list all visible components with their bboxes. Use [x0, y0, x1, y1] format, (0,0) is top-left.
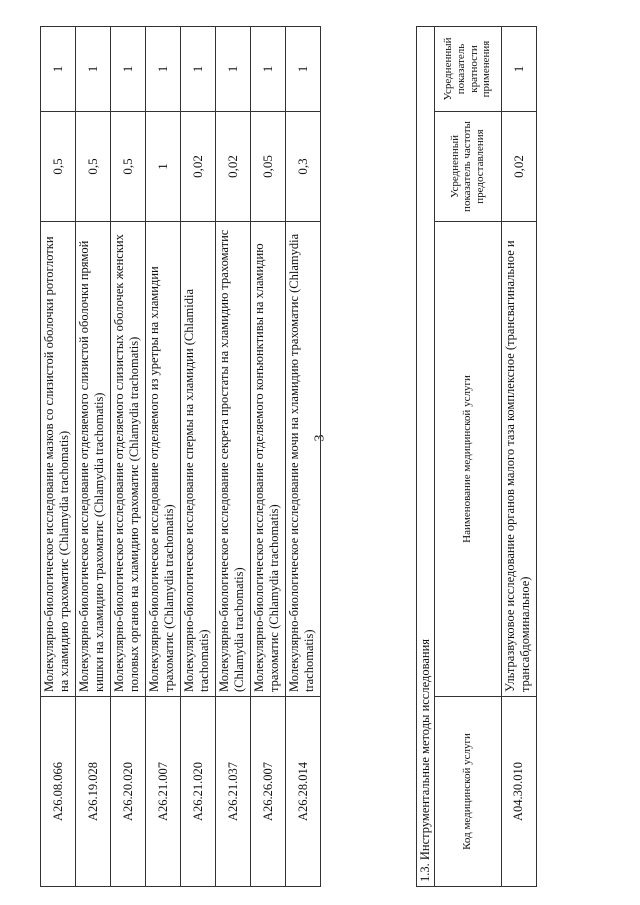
- frequency-value: 0,02: [181, 112, 216, 222]
- table-row: [111, 27, 146, 887]
- header-row: [434, 26, 501, 886]
- frequency-value: 0,5: [111, 112, 146, 222]
- service-code: A04.30.010: [501, 697, 536, 887]
- multiplicity-value: 1: [286, 27, 321, 112]
- header-frequency: Усредненный показатель частоты предоставления: [434, 112, 501, 222]
- table-instrumental-methods: [416, 26, 537, 887]
- header-code: Код медицинской услуги: [434, 697, 501, 887]
- service-code: A26.08.066: [41, 697, 76, 887]
- table-row: [181, 27, 216, 887]
- frequency-value: 0,5: [76, 112, 111, 222]
- table-row: [76, 27, 111, 887]
- multiplicity-value: 1: [111, 27, 146, 112]
- multiplicity-value: 1: [181, 27, 216, 112]
- header-multiplicity: Усредненный показатель кратности применения: [434, 26, 501, 111]
- table-row: [146, 27, 181, 887]
- service-name: Молекулярно-биологическое исследование отделяемого слизистой оболочки прямой кишки на хламидию трахоматис (Chlamydia trachomatis): [76, 222, 111, 697]
- frequency-value: 0,02: [216, 112, 251, 222]
- frequency-value: 0,05: [251, 112, 286, 222]
- service-code: A26.21.020: [181, 697, 216, 887]
- multiplicity-value: 1: [76, 27, 111, 112]
- service-code: A26.19.028: [76, 697, 111, 887]
- table-row: [41, 27, 76, 887]
- table-chlamydia-tests: [40, 26, 321, 887]
- service-code: A26.20.020: [111, 697, 146, 887]
- frequency-value: 0,3: [286, 112, 321, 222]
- service-name: Молекулярно-биологическое исследование мочи на хламидию трахоматис (Chlamydia trachomatis): [286, 222, 321, 697]
- header-name: Наименование медицинской услуги: [434, 222, 501, 697]
- table-row: [216, 27, 251, 887]
- service-code: A26.28.014: [286, 697, 321, 887]
- multiplicity-value: 1: [146, 27, 181, 112]
- service-name: Молекулярно-биологическое исследование секрета простаты на хламидию трахоматис (Chlamydia trachomatis): [216, 222, 251, 697]
- table-row: [501, 26, 536, 886]
- multiplicity-value: 1: [216, 27, 251, 112]
- rotated-content: [40, 0, 600, 887]
- table-row: [251, 27, 286, 887]
- frequency-value: 0,02: [501, 112, 536, 222]
- table1-body: [41, 27, 321, 887]
- service-name: Молекулярно-биологическое исследование спермы на хламидии (Chlamidia trachomatis): [181, 222, 216, 697]
- multiplicity-value: 1: [41, 27, 76, 112]
- frequency-value: 1: [146, 112, 181, 222]
- section-title-row: [417, 26, 435, 886]
- page-number-text: 3: [312, 434, 327, 442]
- multiplicity-value: 1: [501, 26, 536, 111]
- service-code: A26.21.037: [216, 697, 251, 887]
- service-code: A26.26.007: [251, 697, 286, 887]
- service-name: Ультразвуковое исследование органов малого таза комплексное (трансвагинальное и трансабдоминальное): [501, 222, 536, 697]
- service-code: A26.21.007: [146, 697, 181, 887]
- service-name: Молекулярно-биологическое исследование отделяемого из уретры на хламидии трахоматис (Chlamydia trachomatis): [146, 222, 181, 697]
- section-title: 1.3. Инструментальные методы исследования: [417, 26, 435, 886]
- service-name: Молекулярно-биологическое исследование мазков со слизистой оболочки ротоглотки на хламидию трахоматис (Chlamydia trachomatis): [41, 222, 76, 697]
- table-row: [286, 27, 321, 887]
- frequency-value: 0,5: [41, 112, 76, 222]
- service-name: Молекулярно-биологическое исследование отделяемого слизистых оболочек женских половых органов на хламидию трахоматис (Chlamydia trachomatis): [111, 222, 146, 697]
- service-name: Молекулярно-биологическое исследование отделяемого конъюнктивы на хламидию трахоматис (Chlamydia trachomatis): [251, 222, 286, 697]
- multiplicity-value: 1: [251, 27, 286, 112]
